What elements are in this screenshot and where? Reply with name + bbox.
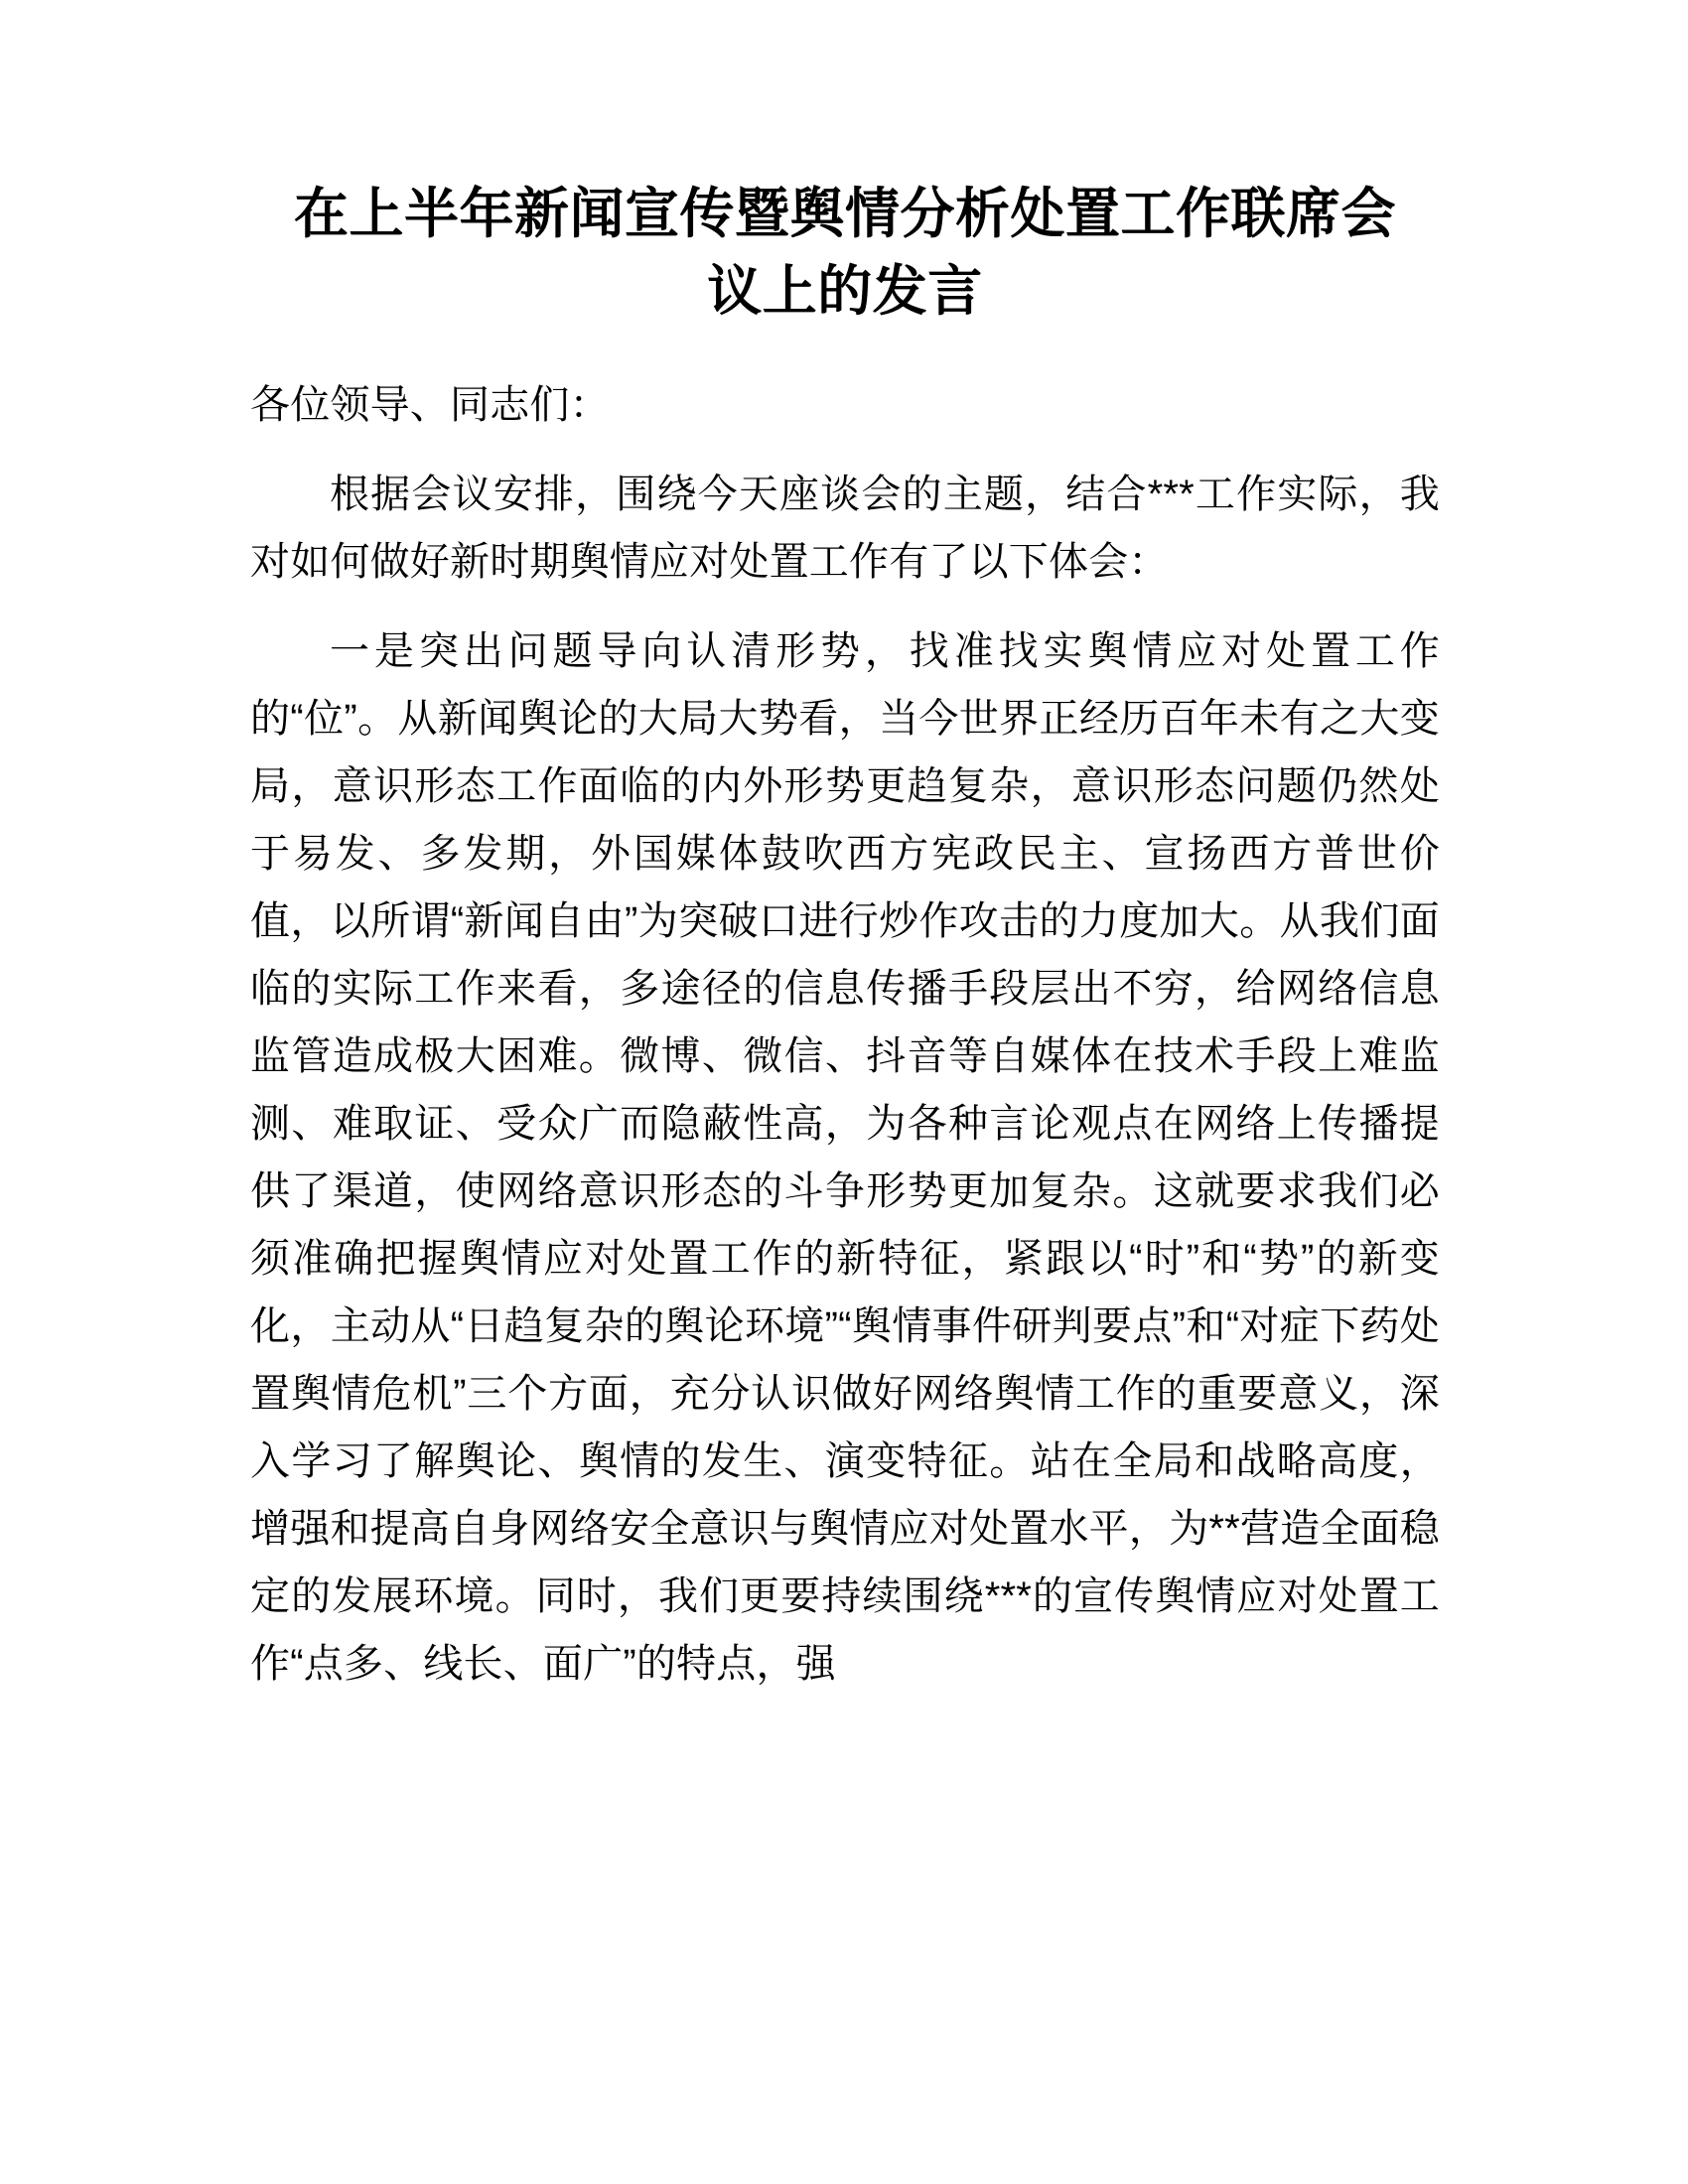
title-line-1: 在上半年新闻宣传暨舆情分析处置工作联席会 — [293, 183, 1396, 244]
document-body — [250, 0, 1440, 1698]
title-line-2: 议上的发言 — [707, 260, 983, 322]
body-paragraph-1: 根据会议安排，围绕今天座谈会的主题，结合***工作实际，我对如何做好新时期舆情应对处置工作有了以下体会： — [250, 473, 1440, 584]
salutation: 各位领导、同志们： — [250, 383, 610, 427]
body-paragraph-2: 一是突出问题导向认清形势，找准找实舆情应对处置工作的“位”。从新闻舆论的大局大势看，当今世界正经历百年未有之大变局，意识形态工作面临的内外形势更趋复杂，意识形态问题仍然处于易发、多发期，外国媒体鼓吹西方宪政民主、宣扬西方普世价值，以所谓“新闻自由”为突破口进行炒作攻击的力度加大。从我们面临的实际工作来看，多途径的信息传播手段层出不穷，给网络信息监管造成极大困难。微博、微信、抖音等自媒体在技术手段上难监测、难取证、受众广而隐蔽性高，为各种言论观点在网络上传播提供了渠道，使网络意识形态的斗争形势更加复杂。这就要求我们必须准确把握舆情应对处置工作的新特征，紧跟以“时”和“势”的新变化，主动从“日趋复杂的舆论环境”“舆情事件研判要点”和“对症下药处置舆情危机”三个方面，充分认识做好网络舆情工作的重要意义，深入学习了解舆论、舆情的发生、演变特征。站在全局和战略高度，增强和提高自身网络安全意识与舆情应对处置水平，为**营造全面稳定的发展环境。同时，我们更要持续围绕***的宣传舆情应对处置工作“点多、线长、面广”的特点，强 — [250, 629, 1440, 1686]
page-title — [250, 0, 1440, 330]
